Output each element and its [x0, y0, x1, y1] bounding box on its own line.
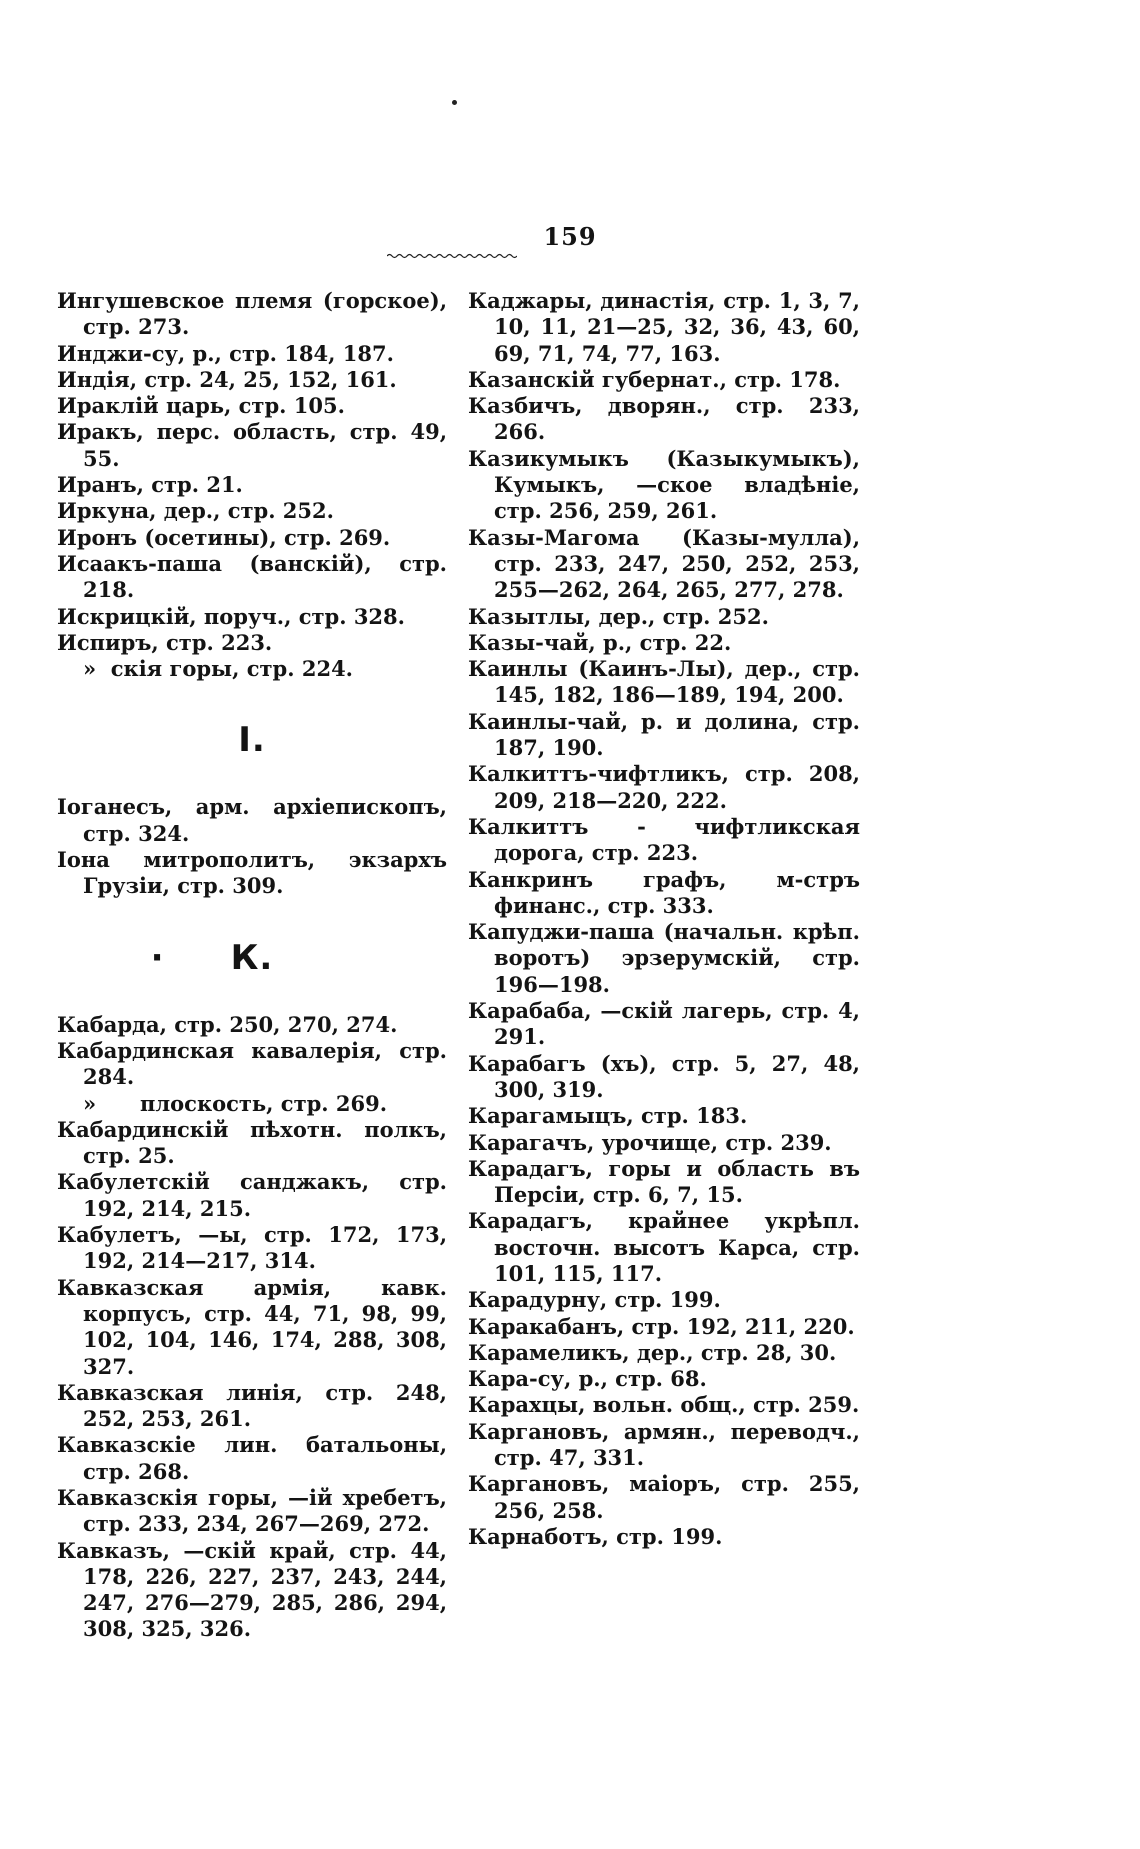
index-entry: Кавказъ, —скій край, стр. 44, 178, 226, 227, 237, 243, 244, 247, 276—279, 285, 286, 294, 308, 325, 326.: [57, 1537, 447, 1642]
section-heading-k: [57, 938, 447, 978]
index-entry: Каджары, династія, стр. 1, 3, 7, 10, 11, 21—25, 32, 36, 43, 60, 69, 71, 74, 77, 163.: [468, 288, 860, 366]
index-entry: Канкринъ графъ, м-стръ финанс., стр. 333.: [468, 866, 860, 918]
index-entry: Капуджи-паша (начальн. крѣп. воротъ) эрзерумскій, стр. 196—198.: [468, 919, 860, 997]
index-entry: Иранъ, стр. 21.: [57, 472, 243, 498]
index-entry: Искрицкій, поруч., стр. 328.: [57, 603, 405, 629]
right-column: [468, 288, 860, 1550]
index-entry: Кавказскія горы, —ій хребетъ, стр. 233, 234, 267—269, 272.: [57, 1484, 447, 1537]
index-entry: Кабарда, стр. 250, 270, 274.: [57, 1011, 398, 1037]
index-entry: Карадагъ, горы и область въ Персіи, стр. 6, 7, 15.: [468, 1155, 860, 1208]
index-entry: Кавказская армія, кавк. корпусъ, стр. 44, 71, 98, 99, 102, 104, 146, 174, 288, 308, 327.: [57, 1274, 447, 1379]
index-entry: Казбичъ, дворян., стр. 233, 266.: [468, 393, 860, 445]
index-entry: Ингушевское племя (горское), стр. 273.: [57, 288, 447, 340]
index-entry: Казанскій губернат., стр. 178.: [468, 366, 841, 392]
index-entry: Индія, стр. 24, 25, 152, 161.: [57, 366, 397, 392]
index-entry: Казытлы, дер., стр. 252.: [468, 603, 769, 629]
index-sub-entry: » скія горы, стр. 224.: [83, 656, 353, 682]
index-entry: Кавказскіе лин. батальоны, стр. 268.: [57, 1432, 447, 1484]
index-entry: Каинлы-чай, р. и долина, стр. 187, 190.: [468, 708, 860, 761]
index-entry: Калкиттъ-чифтликъ, стр. 208, 209, 218—220, 222.: [468, 761, 860, 813]
ink-speck: [452, 100, 457, 105]
index-entry: Карнаботъ, стр. 199.: [468, 1523, 723, 1549]
index-entry: Иркуна, дер., стр. 252.: [57, 498, 334, 524]
index-entry: Іоганесъ, арм. архіепископъ, стр. 324.: [57, 794, 447, 846]
index-entry: Инджи-су, р., стр. 184, 187.: [57, 340, 394, 366]
index-entry: Карамеликъ, дер., стр. 28, 30.: [468, 1339, 837, 1365]
index-entry: Карабаба, —скій лагерь, стр. 4, 291.: [468, 998, 860, 1050]
page-number: 159: [543, 222, 597, 251]
index-entry: Иронъ (осетины), стр. 269.: [57, 524, 391, 550]
index-entry: Карабагъ (хъ), стр. 5, 27, 48, 300, 319.: [468, 1050, 860, 1102]
index-entry: Кабулетскій санджакъ, стр. 192, 214, 215.: [57, 1169, 447, 1221]
index-entry: Иракъ, перс. область, стр. 49, 55.: [57, 419, 447, 471]
index-entry: Карагамыцъ, стр. 183.: [468, 1103, 748, 1129]
index-entry: Каргановъ, маіоръ, стр. 255, 256, 258.: [468, 1471, 860, 1523]
index-entry: Кабардинскій пѣхотн. полкъ, стр. 25.: [57, 1116, 447, 1169]
index-entry: Кавказская линія, стр. 248, 252, 253, 261.: [57, 1379, 447, 1432]
index-entry: Каракабанъ, стр. 192, 211, 220.: [468, 1313, 855, 1339]
index-entry: Казы-чай, р., стр. 22.: [468, 629, 732, 655]
index-entry: Каргановъ, армян., переводч., стр. 47, 331.: [468, 1418, 860, 1471]
index-entry: Кабулетъ, —ы, стр. 172, 173, 192, 214—217, 314.: [57, 1222, 447, 1274]
index-entry: Испиръ, стр. 223.: [57, 629, 273, 655]
index-entry: Карагачъ, урочище, стр. 239.: [468, 1129, 832, 1155]
index-entry: Исаакъ-паша (ванскій), стр. 218.: [57, 550, 447, 603]
left-column: [57, 288, 447, 1643]
index-entry: Карахцы, вольн. общ., стр. 259.: [468, 1392, 860, 1418]
index-entry: Ираклій царь, стр. 105.: [57, 393, 345, 419]
index-entry: Карадагъ, крайнее укрѣпл. восточн. высотъ Карса, стр. 101, 115, 117.: [468, 1208, 860, 1286]
index-entry: Іона митрополитъ, экзархъ Грузіи, стр. 309.: [57, 847, 447, 899]
section-letter-k: К.: [230, 937, 274, 978]
index-entry: Калкиттъ - чифтликская дорога, стр. 223.: [468, 813, 860, 866]
section-heading-i: І.: [238, 720, 266, 761]
index-entry: Кара-су, р., стр. 68.: [468, 1366, 707, 1392]
index-entry: Каинлы (Каинъ-Лы), дер., стр. 145, 182, 186—189, 194, 200.: [468, 656, 860, 708]
section-dot: ·: [150, 937, 165, 978]
page-number-wavy-rule: [387, 253, 517, 259]
index-entry: Казы-Магома (Казы-мулла), стр. 233, 247, 250, 252, 253, 255—262, 264, 265, 277, 278.: [468, 524, 860, 603]
index-entry: Казикумыкъ (Казыкумыкъ), Кумыкъ, —ское владѣніе, стр. 256, 259, 261.: [468, 445, 860, 524]
index-entry: Карадурну, стр. 199.: [468, 1287, 721, 1313]
index-entry: Кабардинская кавалерія, стр. 284.: [57, 1037, 447, 1090]
index-sub-entry: » плоскость, стр. 269.: [83, 1090, 388, 1116]
